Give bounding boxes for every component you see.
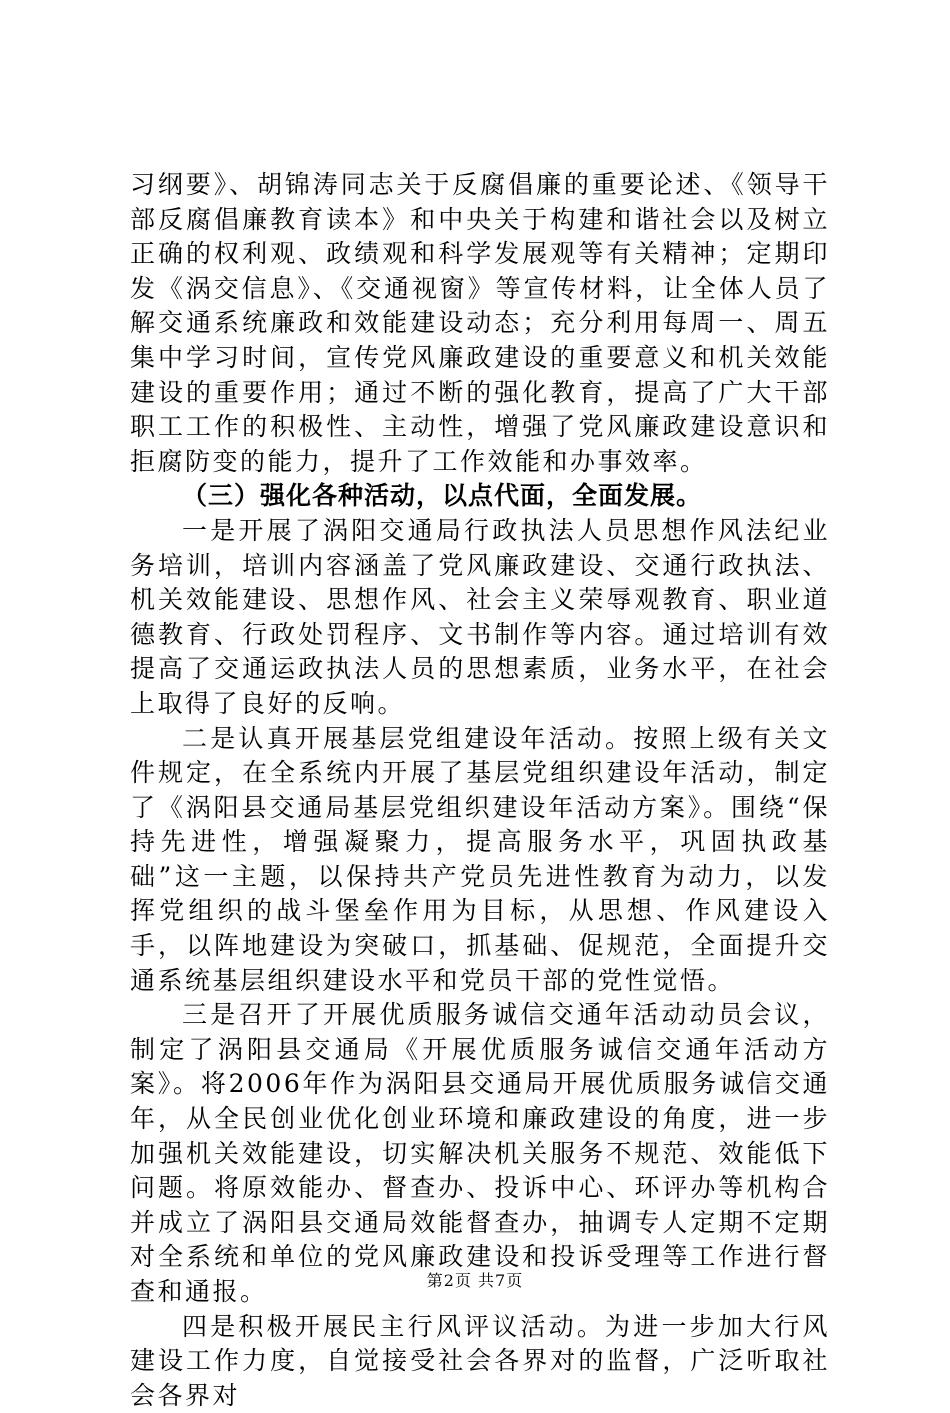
paragraph-3: 二是认真开展基层党组建设年活动。按照上级有关文件规定，在全系统内开展了基层党组织建设年活动，制定了《涡阳县交通局基层党组织建设年活动方案》。围绕“保持先进性，增强凝聚力，提高服务水平，巩固执政基础”这一主题，以保持共产党员先进性教育为动力，以发挥党组织的战斗堡垒作用为目标，从思想、作风建设入手，以阵地建设为突破口，抓基础、促规范，全面提升交通系统基层组织建设水平和党员干部的党性觉悟。 (130, 723, 830, 995)
paragraph-4: 三是召开了开展优质服务诚信交通年活动动员会议，制定了涡阳县交通局《开展优质服务诚信交通年活动方案》。将2006年作为涡阳县交通局开展优质服务诚信交通年，从全民创业优化创业环境和廉政建设的角度，进一步加强机关效能建设，切实解决机关服务不规范、效能低下问题。将原效能办、督查办、投诉中心、环评办等机构合并成立了涡阳县交通局效能督查办，抽调专人定期不定期对全系统和单位的党风廉政建设和投诉受理等工作进行督查和通报。 (130, 1000, 830, 1306)
section-heading-3: （三）强化各种活动，以点代面，全面发展。 (182, 481, 703, 511)
document-body (130, 168, 830, 1413)
page-footer: 第2页 共7页 (426, 1271, 524, 1290)
paragraph-2: 一是开展了涡阳交通局行政执法人员思想作风法纪业务培训，培训内容涵盖了党风廉政建设、交通行政执法、机关效能建设、思想作风、社会主义荣辱观教育、职业道德教育、行政处罚程序、文书制作等内容。通过培训有效提高了交通运政执法人员的思想素质，业务水平，在社会上取得了良好的反响。 (130, 515, 830, 718)
paragraph-5: 四是积极开展民主行风评议活动。为进一步加大行风建设工作力度，自觉接受社会各界对的监督，广泛听取社会各界对 (130, 1311, 830, 1410)
paragraph-1: 习纲要》、胡锦涛同志关于反腐倡廉的重要论述、《领导干部反腐倡廉教育读本》和中央关于构建和谐社会以及树立正确的权利观、政绩观和科学发展观等有关精神；定期印发《涡交信息》、《交通视窗》等宣传材料，让全体人员了解交通系统廉政和效能建设动态；充分利用每周一、周五集中学习时间，宣传党风廉政建设的重要意义和机关效能建设的重要作用；通过不断的强化教育，提高了广大干部职工工作的积极性、主动性，增强了党风廉政建设意识和拒腐防变的能力，提升了工作效能和办事效率。 (130, 170, 830, 476)
